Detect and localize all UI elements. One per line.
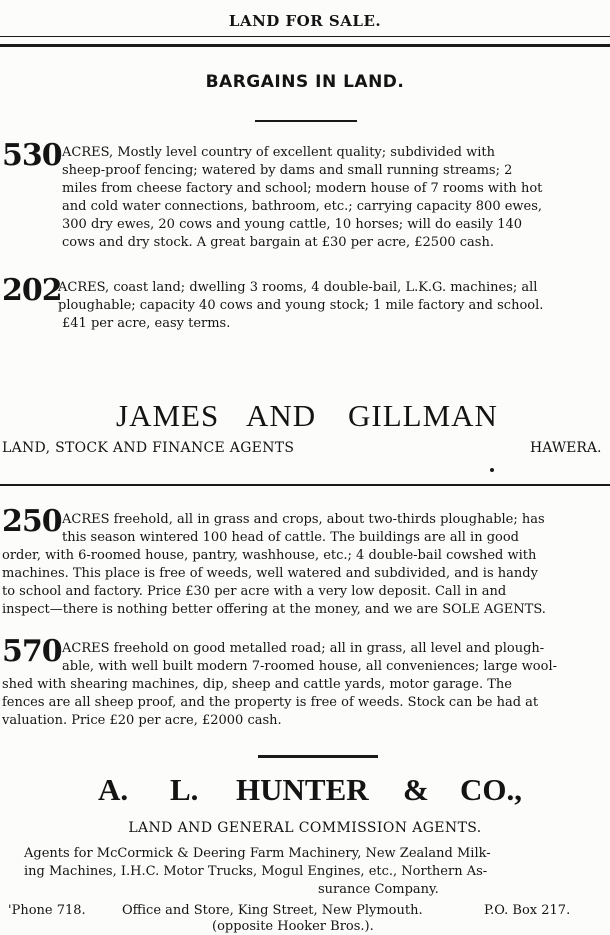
- office-address: Office and Store, King Street, New Plymouth.: [122, 903, 423, 918]
- lot-line: and cold water connections, bathroom, etc.; carrying capacity 800 ewes,: [62, 199, 543, 214]
- lot-line: machines. This place is free of weeds, well watered and subdivided, and is handy: [2, 566, 538, 581]
- lot-number: 202: [2, 273, 62, 308]
- agent-tagline: LAND, STOCK AND FINANCE AGENTS: [2, 440, 295, 456]
- header-rule-thick: [0, 44, 610, 47]
- page-header-title: LAND FOR SALE.: [228, 12, 382, 30]
- lot-line: 300 dry ewes, 20 cows and young cattle, 10 horses; will do easily 140: [62, 217, 523, 232]
- lot-line: fences are all sheep proof, and the property is free of weeds. Stock can be had at: [2, 695, 539, 710]
- dot-mark: [490, 468, 494, 472]
- section-title-bargains: BARGAINS IN LAND.: [205, 72, 405, 92]
- phone-number: 'Phone 718.: [8, 903, 86, 918]
- lot-number: 530: [2, 138, 62, 173]
- lot-line: miles from cheese factory and school; modern house of 7 rooms with hot: [62, 181, 543, 196]
- agent-name-hunter: [0, 772, 610, 812]
- agent-name-part: GILLMAN: [348, 398, 498, 433]
- lot-line: ACRES, Mostly level country of excellent quality; subdivided with: [62, 145, 495, 160]
- agent-name-james-gillman: [0, 398, 610, 438]
- lot-line: ploughable; capacity 40 cows and young stock; 1 mile factory and school.: [58, 298, 544, 313]
- section-title-underline: [255, 120, 357, 122]
- po-box: P.O. Box 217.: [484, 903, 571, 918]
- lot-number: 250: [2, 504, 62, 539]
- divider-short-rule: [258, 755, 378, 758]
- agent-initial: L.: [170, 772, 199, 807]
- agents-line: ing Machines, I.H.C. Motor Trucks, Mogul Engines, etc., Northern As-: [24, 864, 488, 879]
- lot-line: valuation. Price £20 per acre, £2000 cash.: [2, 713, 282, 728]
- lot-line: this season wintered 100 head of cattle. The buildings are all in good: [62, 530, 519, 545]
- lot-line: ACRES freehold, all in grass and crops, about two-thirds ploughable; has: [62, 512, 545, 527]
- agents-line: surance Company.: [318, 882, 439, 897]
- agent-company: CO.,: [460, 772, 522, 807]
- agent-initial: A.: [98, 772, 129, 807]
- opposite-note: (opposite Hooker Bros.).: [212, 919, 374, 934]
- lot-line: ACRES, coast land; dwelling 3 rooms, 4 double-bail, L.K.G. machines; all: [58, 280, 538, 295]
- agent-name-part: JAMES: [116, 398, 220, 433]
- lot-line: inspect—there is nothing better offering at the money, and we are SOLE AGENTS.: [2, 602, 546, 617]
- lot-line: sheep-proof fencing; watered by dams and small running streams; 2: [62, 163, 513, 178]
- agent-town: HAWERA.: [530, 440, 602, 456]
- header-rule-thin: [0, 36, 610, 37]
- lot-number: 570: [2, 634, 62, 669]
- lot-line: shed with shearing machines, dip, sheep and cattle yards, motor garage. The: [2, 677, 512, 692]
- lot-line: order, with 6-roomed house, pantry, washhouse, etc.; 4 double-bail cowshed with: [2, 548, 537, 563]
- agent-name-part: AND: [246, 398, 317, 433]
- hunter-tagline: LAND AND GENERAL COMMISSION AGENTS.: [128, 820, 482, 836]
- agent-surname: HUNTER: [236, 772, 369, 807]
- agents-line: Agents for McCormick & Deering Farm Machinery, New Zealand Milk-: [24, 846, 491, 861]
- lot-line: to school and factory. Price £30 per acre with a very low deposit. Call in and: [2, 584, 507, 599]
- lot-line: £41 per acre, easy terms.: [62, 316, 231, 331]
- ampersand: &: [403, 772, 429, 807]
- lot-line: cows and dry stock. A great bargain at £30 per acre, £2500 cash.: [62, 235, 494, 250]
- divider-rule: [0, 484, 610, 486]
- lot-line: ACRES freehold on good metalled road; all in grass, all level and plough-: [62, 641, 545, 656]
- lot-line: able, with well built modern 7-roomed house, all conveniences; large wool-: [62, 659, 558, 674]
